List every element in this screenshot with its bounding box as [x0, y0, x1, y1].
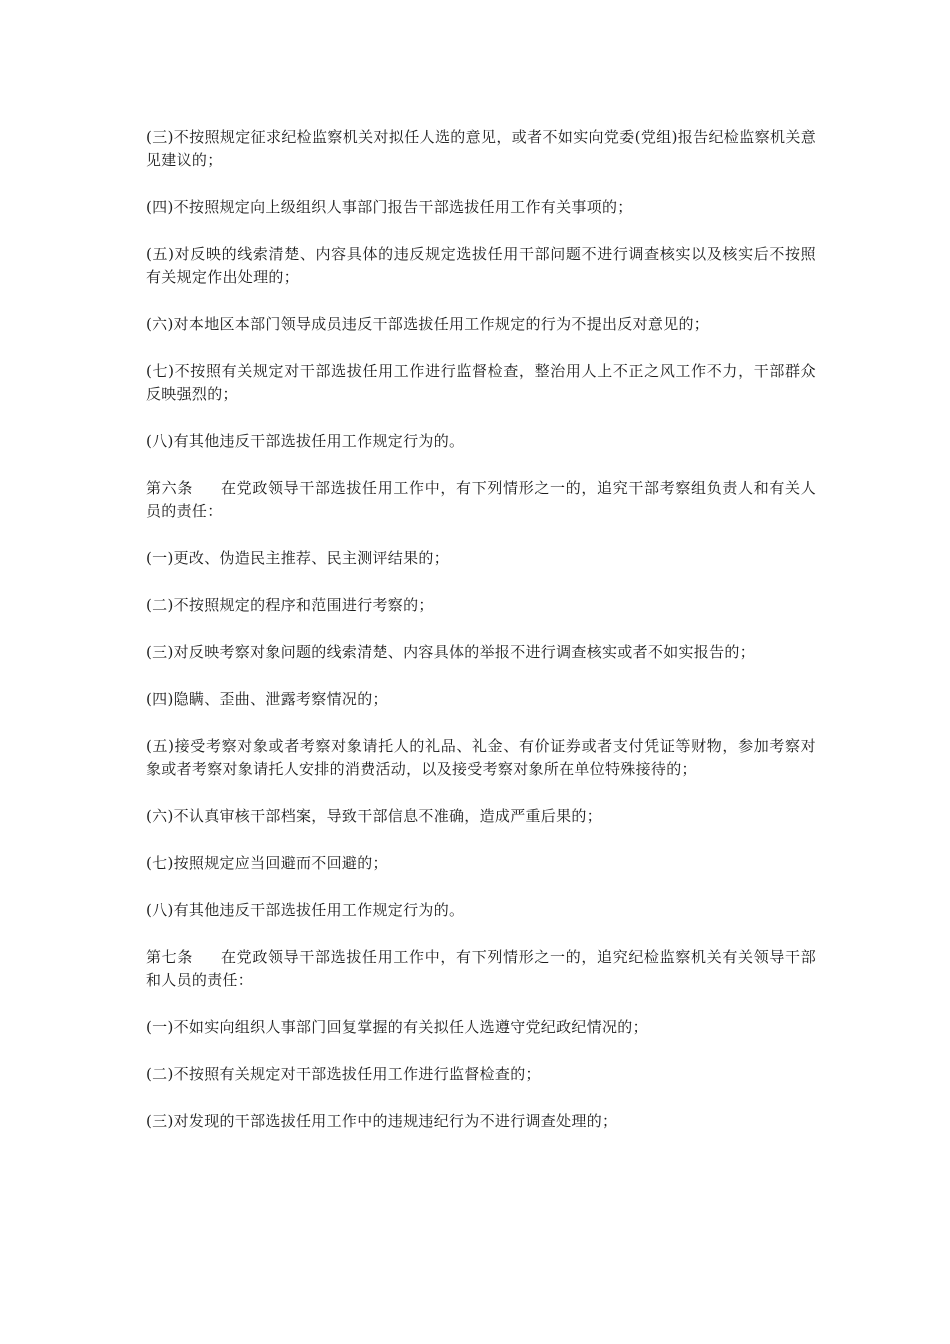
- document-page: [146, 126, 816, 1157]
- paragraph-item-7: (七)不按照有关规定对干部选拔任用工作进行监督检查，整治用人上不正之风工作不力，干部群众反映强烈的；: [146, 362, 816, 403]
- paragraph-item-3: (三)不按照规定征求纪检监察机关对拟任人选的意见，或者不如实向党委(党组)报告纪检监察机关意见建议的；: [146, 128, 816, 169]
- article-6-item-4: (四)隐瞒、歪曲、泄露考察情况的；: [146, 690, 388, 708]
- paragraph-item-5: (五)对反映的线索清楚、内容具体的违反规定选拔任用干部问题不进行调查核实以及核实后不按照有关规定作出处理的；: [146, 245, 816, 286]
- paragraph-item-4: (四)不按照规定向上级组织人事部门报告干部选拔任用工作有关事项的；: [146, 198, 633, 216]
- article-6-item-5: (五)接受考察对象或者考察对象请托人的礼品、礼金、有价证券或者支付凭证等财物，参加考察对象或者考察对象请托人安排的消费活动，以及接受考察对象所在单位特殊接待的；: [146, 737, 816, 778]
- article-7-item-3: (三)对发现的干部选拔任用工作中的违规违纪行为不进行调查处理的；: [146, 1112, 618, 1130]
- article-6-item-6: (六)不认真审核干部档案，导致干部信息不准确，造成严重后果的；: [146, 807, 603, 825]
- article-7-text: 在党政领导干部选拔任用工作中，有下列情形之一的，追究纪检监察机关有关领导干部和人员的责任：: [146, 948, 817, 989]
- article-6-item-7: (七)按照规定应当回避而不回避的；: [146, 854, 388, 872]
- paragraph-item-8: (八)有其他违反干部选拔任用工作规定行为的。: [146, 432, 465, 450]
- article-6-item-8: (八)有其他违反干部选拔任用工作规定行为的。: [146, 901, 465, 919]
- article-6-item-1: (一)更改、伪造民主推荐、民主测评结果的；: [146, 549, 450, 567]
- article-6-item-3: (三)对反映考察对象问题的线索清楚、内容具体的举报不进行调查核实或者不如实报告的；: [146, 643, 756, 661]
- article-7-heading: [146, 946, 816, 992]
- article-6-item-2: (二)不按照规定的程序和范围进行考察的；: [146, 596, 434, 614]
- article-6-number: 第六条: [146, 479, 194, 497]
- article-6-heading: [146, 477, 816, 523]
- paragraph-item-6: (六)对本地区本部门领导成员违反干部选拔任用工作规定的行为不提出反对意见的；: [146, 315, 710, 333]
- article-7-item-1: (一)不如实向组织人事部门回复掌握的有关拟任人选遵守党纪政纪情况的；: [146, 1018, 648, 1036]
- article-7-item-2: (二)不按照有关规定对干部选拔任用工作进行监督检查的；: [146, 1065, 541, 1083]
- article-6-text: 在党政领导干部选拔任用工作中，有下列情形之一的，追究干部考察组负责人和有关人员的责任：: [146, 479, 817, 520]
- article-7-number: 第七条: [146, 948, 194, 966]
